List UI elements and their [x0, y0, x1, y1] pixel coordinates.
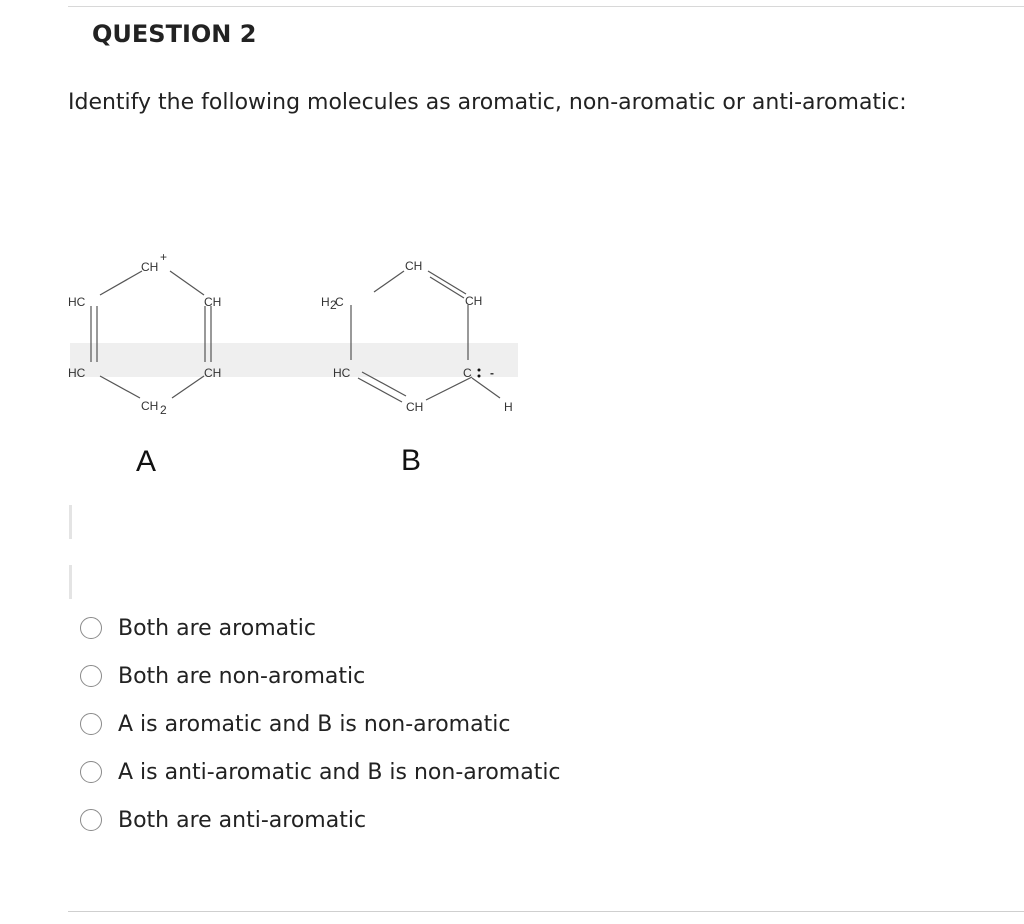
molecule-b: [351, 271, 500, 402]
atom-a-ch2: CH: [141, 399, 159, 413]
atom-a-charge: +: [160, 250, 168, 264]
atom-b-h: H: [504, 400, 513, 414]
option-a-anti-aromatic-b-non-aromatic[interactable]: [80, 748, 561, 796]
molecule-a: [91, 271, 211, 398]
molecule-a-label: A: [136, 445, 157, 478]
molecule-figure: [60, 248, 530, 488]
atom-a-ch-upper: CH: [204, 295, 222, 309]
option-label: A is anti-aromatic and B is non-aromatic: [118, 759, 561, 785]
atom-b-hc: HC: [333, 366, 351, 380]
text-cursor-mark: [69, 505, 72, 539]
radio-button[interactable]: [80, 713, 102, 735]
atom-b-ch-top: CH: [405, 259, 423, 273]
question-title: QUESTION 2: [92, 20, 257, 48]
atom-a-ch-top: CH: [141, 260, 159, 274]
atom-a-ch-lower: CH: [204, 366, 222, 380]
atom-b-ch-right: CH: [465, 294, 483, 308]
radio-button[interactable]: [80, 617, 102, 639]
bottom-divider: [68, 911, 1024, 912]
option-both-aromatic[interactable]: [80, 604, 561, 652]
atom-b-ch-bottom: CH: [406, 400, 424, 414]
atom-b-carbanion-c: C: [463, 366, 472, 380]
option-both-anti-aromatic[interactable]: [80, 796, 561, 844]
radio-button[interactable]: [80, 761, 102, 783]
atom-a-ch2-subscript: 2: [160, 403, 167, 417]
atom-b-h2c-h: H: [321, 295, 330, 309]
option-a-aromatic-b-non-aromatic[interactable]: [80, 700, 561, 748]
top-divider: [68, 6, 1024, 7]
option-label: Both are non-aromatic: [118, 663, 366, 689]
answer-options: [80, 604, 561, 844]
atom-b-h2c-subscript: 2: [330, 298, 337, 312]
molecule-b-label: B: [401, 444, 422, 477]
option-both-non-aromatic[interactable]: [80, 652, 561, 700]
text-cursor-mark: [69, 565, 72, 599]
atom-b-negative-charge: -: [490, 366, 494, 380]
option-label: Both are anti-aromatic: [118, 807, 367, 833]
question-prompt: Identify the following molecules as aromatic, non-aromatic or anti-aromatic:: [68, 90, 907, 115]
radio-button[interactable]: [80, 665, 102, 687]
atom-b-h2c-c: C: [335, 295, 344, 309]
option-label: A is aromatic and B is non-aromatic: [118, 711, 511, 737]
atom-a-hc-upper: HC: [68, 295, 86, 309]
radio-button[interactable]: [80, 809, 102, 831]
atom-a-hc-lower: HC: [68, 366, 86, 380]
option-label: Both are aromatic: [118, 615, 316, 641]
